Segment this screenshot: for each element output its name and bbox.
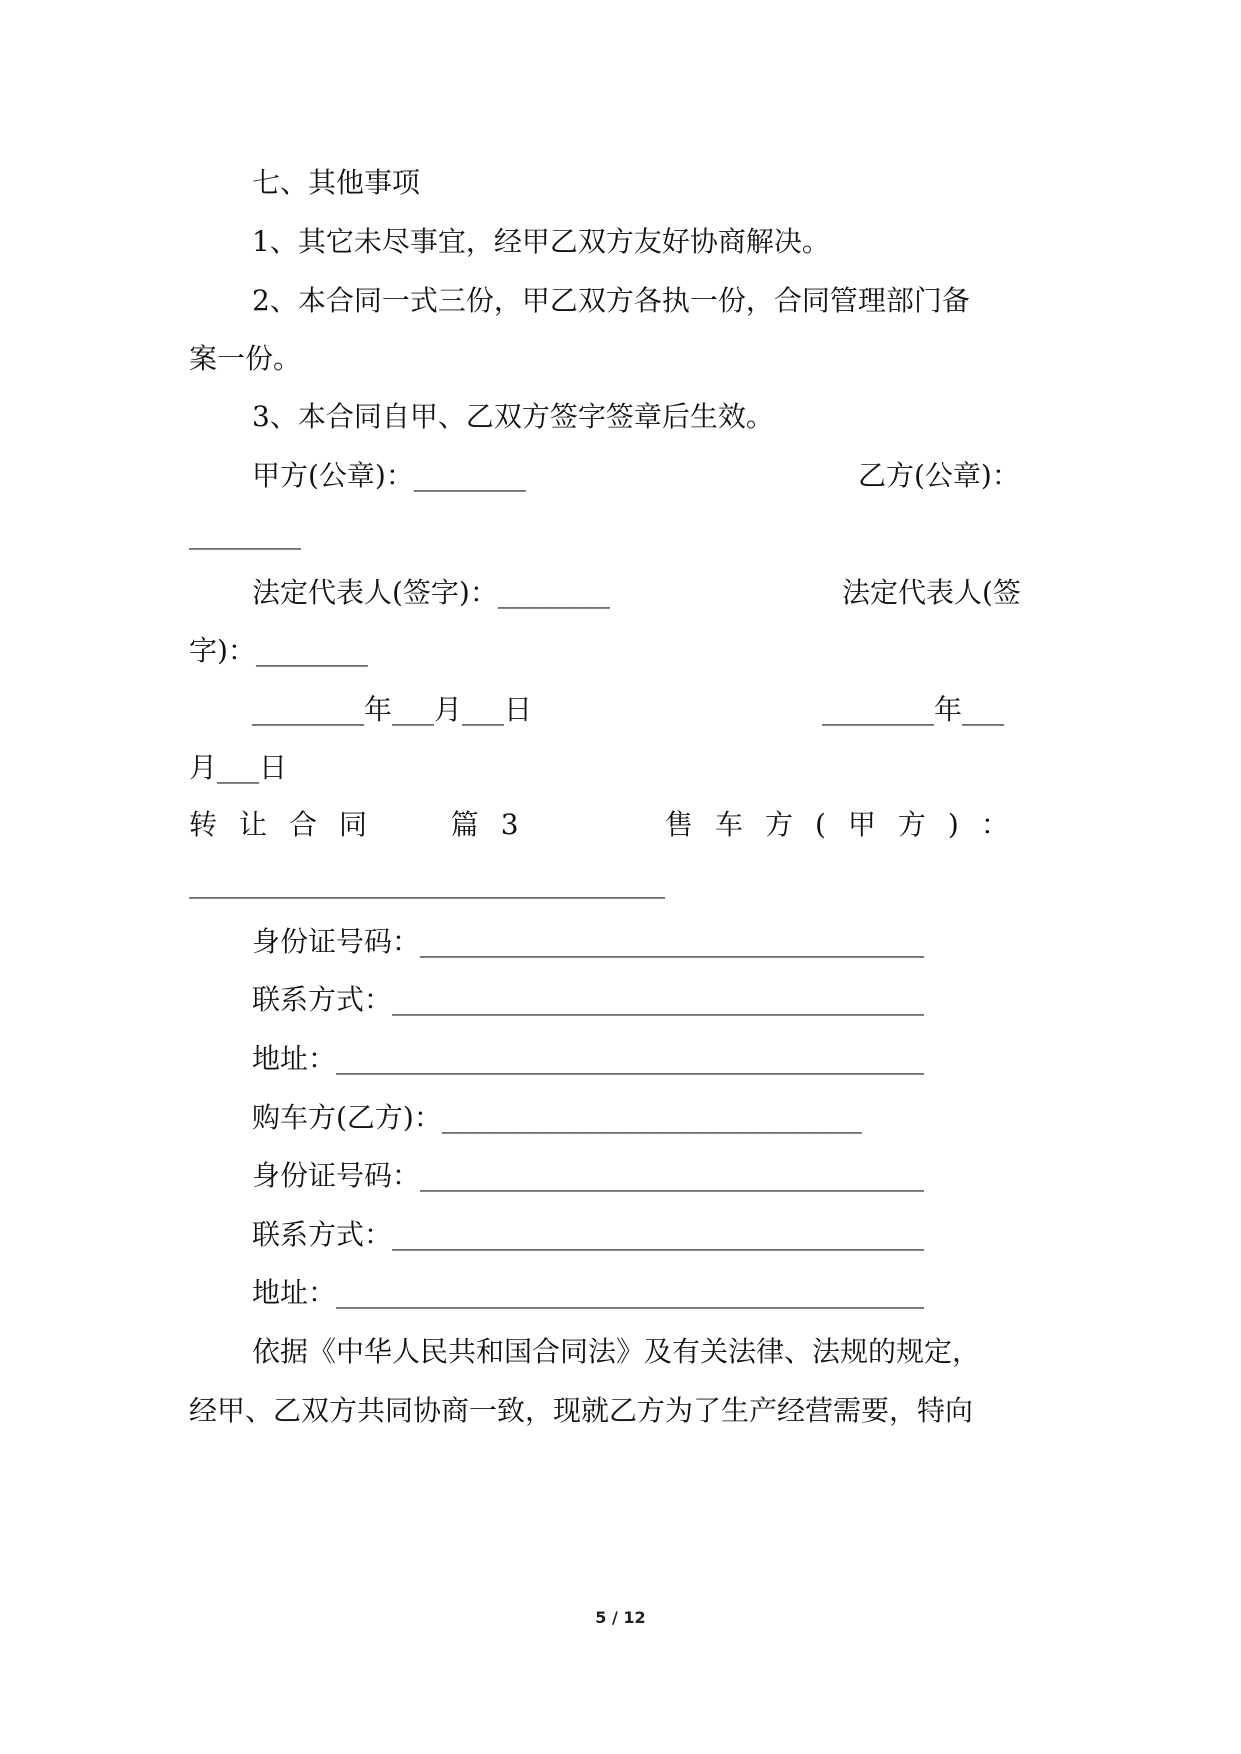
buyer-address: 地址：__________________________________________ <box>252 1276 925 1309</box>
buyer-id-number: 身份证号码：____________________________________ <box>252 1159 925 1192</box>
clause-2-line-2: 案一份。 <box>189 342 302 375</box>
representative-a: 法定代表人(签字)：________ <box>252 576 610 609</box>
buyer-label: 购车方(乙方)：______________________________ <box>252 1101 862 1134</box>
seller-blank: __________________________________ <box>189 866 665 899</box>
seller-id-number: 身份证号码：____________________________________ <box>252 925 925 958</box>
seller-address: 地址：__________________________________________ <box>252 1042 925 1075</box>
clause-2-line-1: 2、本合同一式三份，甲乙双方各执一份，合同管理部门备 <box>252 284 970 317</box>
legal-basis-line-2: 经甲、乙双方共同协商一致，现就乙方为了生产经营需要，特向 <box>189 1394 974 1427</box>
seller-label: 售车方(甲方)： <box>665 808 1031 841</box>
seller-contact: 联系方式：______________________________________ <box>252 983 925 1016</box>
date-b-line-1: ________年___ <box>822 693 1005 726</box>
date-b-line-2: 月___日 <box>189 751 288 784</box>
section-heading: 七、其他事项 <box>252 166 421 199</box>
representative-b-line-1: 法定代表人(签 <box>842 576 1021 609</box>
party-b-seal: 乙方(公章)： <box>858 459 1020 492</box>
party-b-seal-blank: ________ <box>189 517 301 550</box>
clause-3: 3、本合同自甲、乙双方签字签章后生效。 <box>252 400 774 433</box>
contract-title: 转让合同 篇3 <box>189 808 541 841</box>
clause-1: 1、其它未尽事宜，经甲乙双方友好协商解决。 <box>252 225 830 258</box>
date-a: ________年___月___日 <box>252 693 533 726</box>
party-a-seal: 甲方(公章)：________ <box>252 459 526 492</box>
buyer-contact: 联系方式：______________________________________ <box>252 1218 925 1251</box>
legal-basis-line-1: 依据《中华人民共和国合同法》及有关法律、法规的规定， <box>252 1335 981 1368</box>
page-number: 5 / 12 <box>595 1608 646 1627</box>
representative-b-line-2: 字)：________ <box>189 634 368 667</box>
